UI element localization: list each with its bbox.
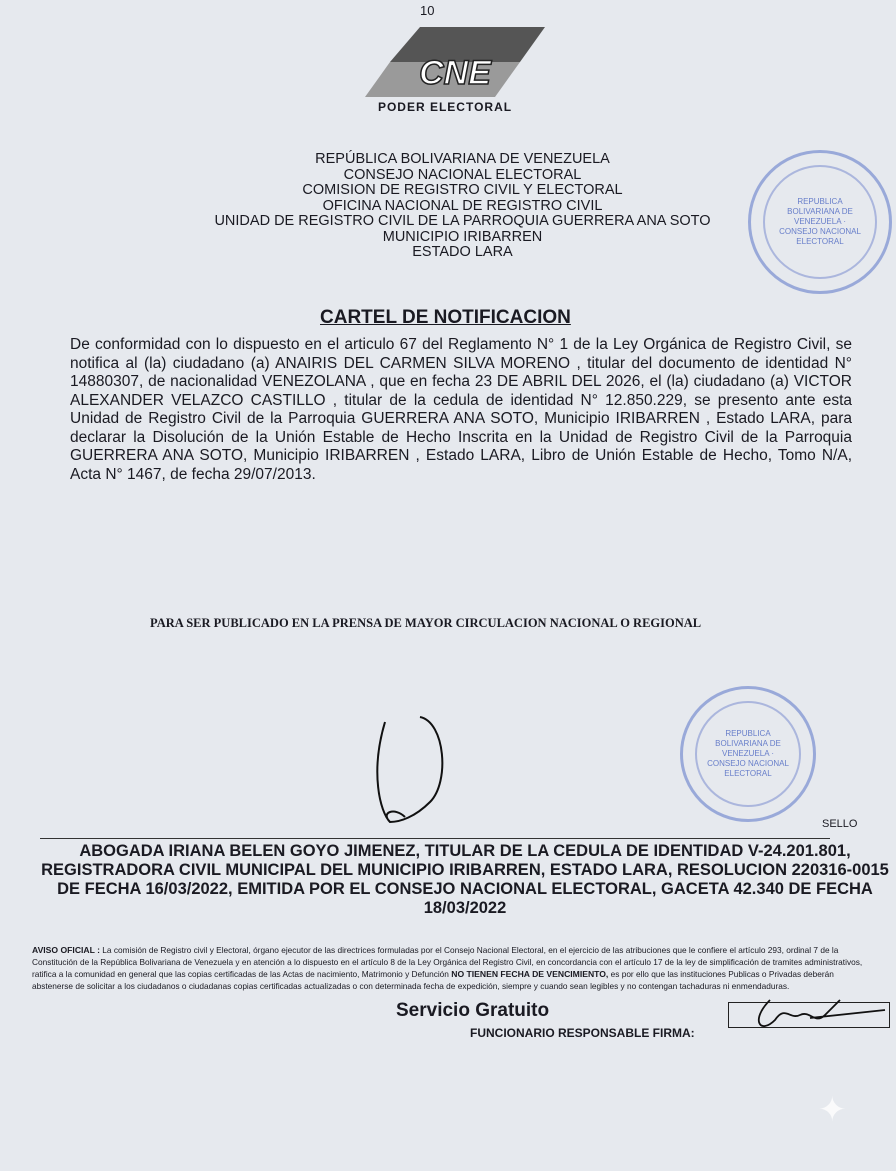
sparkle-icon: ✦ [818,1091,847,1129]
document-title: CARTEL DE NOTIFICACION [320,307,571,328]
official-stamp-bottom [680,686,816,822]
official-signature-label: FUNCIONARIO RESPONSABLE FIRMA: [470,1026,695,1040]
header-line: UNIDAD DE REGISTRO CIVIL DE LA PARROQUIA GUERRERA ANA SOTO [214,213,711,229]
stamp-text: REPUBLICA BOLIVARIANA DE VENEZUELA · CONSEJO NACIONAL ELECTORAL [779,197,861,246]
stamp-text: REPUBLICA BOLIVARIANA DE VENEZUELA · CONSEJO NACIONAL ELECTORAL [707,729,789,778]
header-line: COMISION DE REGISTRO CIVIL Y ELECTORAL [302,182,623,198]
institution-header [190,152,735,261]
notice-text: es por ello que las instituciones Publicas o Privadas deberán abstenerse de solicitar a los ciudadanos o ciudadanas copias certificadas actualizadas o con determinada fecha de expedición, siempre y cuando sean legibles y no contengan tachaduras ni enmendaduras. [32,969,834,991]
notice-emphasis: NO TIENEN FECHA DE VENCIMIENTO, [451,969,609,979]
svg-text:CNE: CNE [419,54,491,92]
header-line: ESTADO LARA [412,244,513,260]
header-line: MUNICIPIO IRIBARREN [382,228,543,245]
official-signature [740,990,890,1040]
official-stamp-top [748,150,892,294]
page-number: 10 [420,3,435,18]
publish-note: PARA SER PUBLICADO EN LA PRENSA DE MAYOR CIRCULACION NACIONAL O REGIONAL [150,616,702,630]
header-line: CONSEJO NACIONAL ELECTORAL [343,166,582,183]
registrar-signature [360,712,470,837]
logo-subtitle: PODER ELECTORAL [377,100,513,114]
notification-body: De conformidad con lo dispuesto en el articulo 67 del Reglamento N° 1 de la Ley Orgánica de Registro Civil, se notifica al (la) ciudadano (a) ANAIRIS DEL CARMEN SILVA MORENO , titular del documento de identidad N° 14880307, de nacionalidad VENEZOLANA , que en fecha 23 DE ABRIL DEL 2026, el (la) ciudadano (a) VICTOR ALEXANDER VELAZCO CASTILLO , titular de la cedula de identidad N° 12.850.229, se presento ante esta Unidad de Registro Civil de la Parroquia GUERRERA ANA SOTO, Municipio IRIBARREN , Estado LARA, para declarar la Disolución de la Unión Estable de Hecho Inscrita en la Unidad de Registro Civil de la Parroquia GUERRERA ANA SOTO, Municipio IRIBARREN , Estado LARA, Libro de Unión Estable de Hecho, Tomo N/A, Acta N° 1467, de fecha 29/07/2013. [70,336,852,483]
signature-line [40,838,830,839]
seal-label: SELLO [822,818,858,830]
official-notice [32,944,868,992]
header-line: OFICINA NACIONAL DE REGISTRO CIVIL [322,197,603,214]
service-label: Servicio Gratuito [396,1000,550,1021]
header-line: REPÚBLICA BOLIVARIANA DE VENEZUELA [315,151,610,167]
notice-text: La comisión de Registro civil y Electoral, órgano ejecutor de las directrices formuladas por el Consejo Nacional Electoral, en el ejercicio de las atribuciones que le confiere el artículo 293, ordinal 7 de la Constitución de la República Bolivariana de Venezuela y en atención a lo dispuesto en el artículo 8 de la Ley Orgánica del Registro Civil, en concordancia con el artículo 17 de la ley de simplificación de tramites administrativos, ratifica a la comunidad en general que las copias certificadas de las Actas de nacimiento, Matrimonio y Defunción [32,945,863,979]
signatory-block: ABOGADA IRIANA BELEN GOYO JIMENEZ, TITULAR DE LA CEDULA DE IDENTIDAD V-24.201.801, REGISTRADORA CIVIL MUNICIPAL DEL MUNICIPIO IRIBARREN, ESTADO LARA, RESOLUCION 220316-0015 DE FECHA 16/03/2022, EMITIDA POR EL CONSEJO NACIONAL ELECTORAL, GACETA 42.340 DE FECHA 18/03/2022 [41,842,889,917]
notice-label: AVISO OFICIAL : [32,945,100,955]
